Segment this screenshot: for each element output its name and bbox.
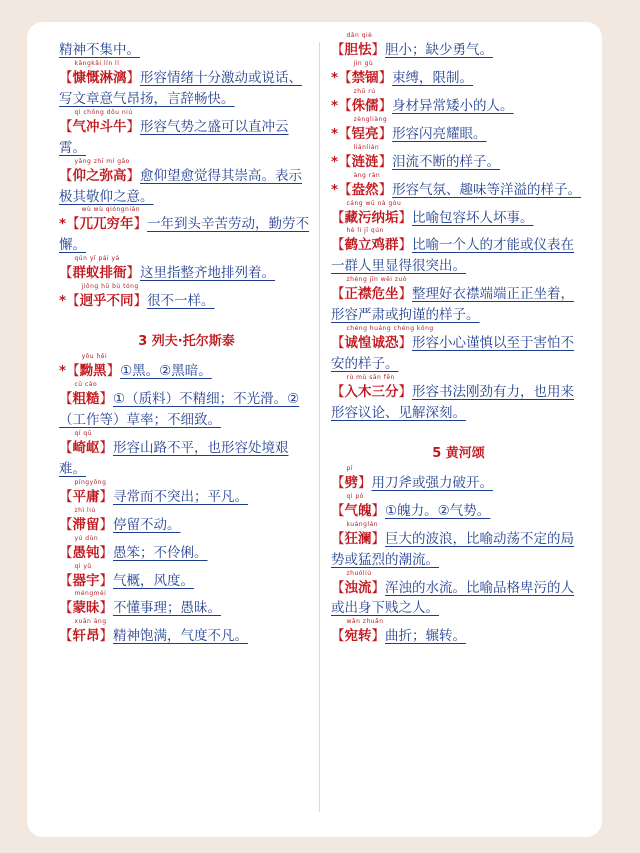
bracket-close: 】 (398, 335, 412, 352)
vocab-entry (331, 276, 586, 326)
vocab-word-text: 正襟危坐 (344, 286, 399, 303)
vocab-word-text: 侏儒 (351, 97, 379, 114)
vocab-definition: ①魄力。②气势。 (385, 502, 491, 519)
vocab-definition: 这里指整齐地排列着。 (140, 265, 275, 282)
column-divider (319, 42, 320, 812)
vocab-word-text: 狂澜 (344, 530, 372, 547)
vocab-word (351, 115, 388, 142)
star-marker: * (331, 97, 339, 114)
vocab-entry (59, 534, 314, 564)
vocab-definition: 胆小；缺少勇气。 (385, 42, 493, 58)
bracket-close: 】 (106, 363, 121, 380)
pinyin: qì pò (346, 492, 364, 500)
vocab-word-text: 涟涟 (351, 153, 379, 170)
vocab-word-text: 入木三分 (344, 383, 399, 400)
vocab-entry (331, 464, 586, 494)
pinyin: yú dùn (74, 534, 99, 542)
pinyin: cáng wū nà gòu (346, 199, 402, 207)
pinyin: zèngliàng (353, 115, 388, 123)
pinyin: àng rán (353, 171, 381, 179)
vocab-entry (59, 157, 314, 208)
vocab-word-text: 气魄 (344, 502, 372, 519)
vocab-word-text: 崎岖 (72, 439, 100, 456)
bracket-open: 【 (331, 628, 345, 645)
vocab-word-text: 劈 (344, 474, 358, 491)
bracket-open: 【 (59, 167, 73, 184)
bracket-close: 】 (99, 439, 113, 456)
bracket-open: 【 (338, 69, 352, 86)
bracket-open: 【 (59, 391, 73, 408)
vocab-word (72, 108, 133, 135)
bracket-open: 【 (331, 286, 345, 303)
bracket-open: 【 (59, 69, 73, 86)
vocab-definition: 用刀斧或强力破开。 (371, 474, 493, 491)
vocab-word (344, 199, 402, 226)
vocab-entry (331, 171, 586, 201)
bracket-close: 】 (371, 502, 385, 519)
section-title-3: 3 列夫·托尔斯泰 (138, 334, 235, 350)
vocab-definition: 形容书法刚劲有力，也用来形容议论、见解深刻。 (331, 383, 574, 421)
vocab-word-text: 盎然 (351, 181, 379, 198)
vocab-entry (59, 206, 314, 256)
section-title-5: 5 黄河颂 (432, 445, 485, 461)
vocab-definition: 愈仰望愈觉得其崇高。表示极其敬仰之意。 (59, 167, 302, 205)
bracket-close: 】 (398, 286, 412, 303)
bracket-open: 【 (59, 544, 73, 561)
bracket-close: 】 (371, 579, 385, 596)
pinyin: kuánglán (346, 520, 379, 528)
vocab-word-text: 迥乎不同 (79, 293, 134, 310)
bracket-open: 【 (59, 572, 73, 589)
bracket-open: 【 (331, 42, 345, 58)
vocab-word-text: 锃亮 (351, 125, 379, 142)
vocab-word (344, 32, 373, 58)
bracket-close: 】 (378, 153, 393, 170)
bracket-open: 【 (59, 600, 73, 617)
vocab-definition: 比喻一个人的才能或仪表在一群人里显得很突出。 (331, 237, 574, 275)
vocab-entry (59, 478, 314, 508)
star-marker: * (59, 293, 67, 310)
pinyin: xuān áng (74, 618, 107, 626)
vocab-entry (59, 255, 314, 284)
left-entries-b (59, 353, 314, 647)
vocab-definition: 形容情绪十分激动或说话、写文章意气昂扬，言辞畅快。 (59, 69, 302, 107)
right-entries-a (331, 32, 586, 424)
vocab-entry (59, 59, 314, 110)
vocab-word (351, 143, 380, 170)
vocab-word (79, 206, 141, 233)
star-marker: * (59, 363, 67, 380)
star-marker: * (331, 125, 339, 142)
bracket-close: 】 (371, 42, 385, 58)
vocab-entry (331, 32, 586, 61)
vocab-word (72, 59, 127, 86)
bracket-close: 】 (99, 572, 113, 589)
vocab-word (351, 171, 381, 198)
bracket-open: 【 (331, 237, 345, 254)
vocab-definition: 不懂事理；愚昧。 (113, 600, 221, 617)
vocab-entry (59, 381, 314, 431)
bracket-close: 】 (378, 69, 393, 86)
bracket-open: 【 (59, 439, 73, 456)
pinyin: píngyōng (74, 478, 107, 486)
vocab-definition: 曲折；辗转。 (385, 628, 466, 645)
bracket-close: 】 (398, 209, 412, 226)
right-column (331, 32, 586, 654)
vocab-word-text: 鹤立鸡群 (344, 237, 399, 254)
bracket-close: 】 (133, 293, 148, 310)
bracket-close: 】 (99, 516, 113, 533)
vocab-definition: 形容闪亮耀眼。 (392, 125, 487, 142)
pinyin: zhì liú (74, 506, 96, 514)
bracket-close: 】 (378, 97, 393, 114)
left-column (59, 40, 314, 654)
bracket-close: 】 (126, 167, 140, 184)
vocab-definition: ①黑。②黑暗。 (120, 363, 212, 380)
vocab-word (344, 373, 399, 400)
vocab-word (72, 534, 100, 561)
bracket-open: 【 (59, 628, 73, 645)
pinyin: qí qū (74, 429, 92, 437)
vocab-entry (331, 115, 586, 145)
bracket-close: 】 (99, 600, 113, 617)
vocab-entry (331, 618, 586, 647)
vocab-word-text: 胆怯 (344, 42, 372, 58)
vocab-entry (331, 227, 586, 277)
vocab-word-text: 轩昂 (72, 628, 100, 645)
pinyin: chéng huáng chéng kǒng (346, 325, 434, 333)
vocab-entry (331, 87, 586, 117)
vocab-word-text: 滞留 (72, 516, 100, 533)
bracket-open: 【 (59, 516, 73, 533)
bracket-open: 【 (66, 216, 80, 233)
vocab-word-text: 平庸 (72, 488, 100, 505)
vocab-word (351, 59, 379, 86)
bracket-close: 】 (133, 216, 148, 233)
vocab-word (344, 618, 384, 645)
bracket-close: 】 (99, 391, 113, 408)
bracket-open: 【 (338, 125, 352, 142)
bracket-close: 】 (398, 383, 412, 400)
pinyin: wù wù qióngnián (81, 206, 141, 214)
vocab-word (344, 520, 379, 547)
bracket-close: 】 (99, 488, 113, 505)
vocab-word-text: 气冲斗牛 (72, 118, 127, 135)
vocab-word-text: 器宇 (72, 572, 100, 589)
bracket-open: 【 (331, 335, 345, 352)
vocab-definition: 停留不动。 (113, 516, 181, 533)
vocab-entry (331, 373, 586, 424)
bracket-open: 【 (331, 474, 345, 491)
document-page (27, 22, 602, 837)
vocab-definition: 束缚，限制。 (392, 69, 474, 86)
vocab-word-text: 蒙昧 (72, 600, 100, 617)
vocab-word-text: 仰之弥高 (72, 167, 127, 184)
vocab-entry (331, 325, 586, 375)
pinyin: dǎn qiè (346, 32, 373, 39)
bracket-open: 【 (59, 265, 73, 282)
vocab-word-text: 诚惶诚恐 (344, 335, 399, 352)
pinyin: yǒu hēi (81, 353, 108, 361)
vocab-entry (331, 59, 586, 89)
bracket-close: 】 (371, 628, 385, 645)
vocab-definition: 形容山路不平，也形容处境艰难。 (59, 439, 289, 477)
vocab-word (72, 157, 130, 184)
bracket-close: 】 (358, 474, 372, 491)
pinyin: cū cāo (74, 381, 98, 389)
bracket-close: 】 (371, 530, 385, 547)
vocab-entry (59, 353, 314, 382)
vocab-word (344, 227, 399, 254)
star-marker: * (331, 153, 339, 170)
pinyin: zhū rú (353, 87, 376, 95)
pinyin: yǎng zhī mí gāo (74, 157, 130, 165)
vocab-word (344, 569, 372, 596)
vocab-word (344, 464, 359, 491)
star-marker: * (331, 181, 339, 198)
pinyin: hè lì jī qún (346, 227, 384, 235)
vocab-word (351, 87, 379, 114)
vocab-word-text: 藏污纳垢 (344, 209, 399, 226)
vocab-definition: 比喻包容坏人坏事。 (412, 209, 534, 226)
vocab-definition: 巨大的波浪，比喻动荡不定的局势或猛烈的潮流。 (331, 530, 574, 568)
bracket-open: 【 (331, 530, 345, 547)
star-marker: * (331, 69, 339, 86)
vocab-word-text: 群蚁排衙 (72, 265, 127, 282)
bracket-close: 】 (99, 544, 113, 561)
bracket-close: 】 (126, 118, 140, 135)
vocab-definition: 形容气氛、趣味等洋溢的样子。 (392, 181, 582, 198)
left-entries-a (59, 59, 314, 312)
vocab-word (72, 429, 100, 456)
vocab-word-text: 愚钝 (72, 544, 100, 561)
vocab-word (72, 562, 100, 589)
vocab-entry (59, 506, 314, 536)
pinyin: zhuóliú (346, 569, 372, 577)
vocab-word (344, 492, 372, 519)
bracket-close: 】 (378, 181, 393, 198)
pinyin: rù mù sān fēn (346, 373, 395, 381)
pinyin: wǎn zhuǎn (346, 618, 384, 626)
vocab-word (72, 255, 127, 282)
bracket-open: 【 (338, 181, 352, 198)
vocab-word (344, 325, 434, 352)
vocab-entry (59, 590, 314, 619)
vocab-entry (59, 108, 314, 159)
bracket-open: 【 (66, 363, 80, 380)
vocab-definition: 身材异常矮小的人。 (392, 97, 514, 114)
pinyin: qì yǔ (74, 562, 92, 570)
bracket-open: 【 (338, 153, 352, 170)
continuation-text: 精神不集中。 (59, 42, 140, 58)
vocab-entry (331, 199, 586, 229)
vocab-word-text: 慷慨淋漓 (72, 69, 127, 86)
pinyin: zhèng jīn wēi zuò (346, 276, 408, 284)
vocab-word (72, 506, 100, 533)
vocab-entry (59, 562, 314, 592)
vocab-word-text: 宛转 (344, 628, 372, 645)
vocab-definition: 形容小心谨慎以至于害怕不安的样子。 (331, 335, 574, 373)
vocab-word (72, 478, 107, 505)
vocab-word-text: 粗糙 (72, 391, 100, 408)
vocab-definition: 一年到头辛苦劳动，勤劳不懈。 (59, 216, 310, 254)
pinyin: jìn gù (353, 59, 374, 67)
vocab-word-text: 兀兀穷年 (79, 216, 134, 233)
vocab-definition: 很不一样。 (147, 293, 215, 310)
bracket-open: 【 (59, 488, 73, 505)
vocab-definition: 愚笨；不伶俐。 (113, 544, 208, 561)
vocab-word-text: 黝黑 (79, 363, 107, 380)
vocab-word (79, 283, 139, 310)
right-entries-b (331, 464, 586, 647)
vocab-definition: 气概，风度。 (113, 572, 194, 589)
bracket-open: 【 (66, 293, 80, 310)
bracket-close: 】 (378, 125, 393, 142)
bracket-open: 【 (331, 502, 345, 519)
vocab-entry (331, 492, 586, 522)
pinyin: jiǒng hū bù tóng (81, 283, 139, 291)
vocab-entry (331, 143, 586, 173)
bracket-open: 【 (338, 97, 352, 114)
vocab-definition: 浑浊的水流。比喻品格卑污的人或出身下贱之人。 (331, 579, 574, 617)
pinyin: liánlián (353, 143, 380, 151)
vocab-entry (331, 569, 586, 620)
pinyin: méngmèi (74, 590, 107, 598)
pinyin: qì chōng dǒu niú (74, 108, 133, 116)
vocab-word (72, 590, 107, 617)
bracket-open: 【 (331, 383, 345, 400)
vocab-definition: 形容气势之盛可以直冲云霄。 (59, 118, 289, 156)
vocab-word (344, 276, 408, 303)
vocab-definition: 精神饱满，气度不凡。 (113, 628, 248, 645)
vocab-definition: ①（质料）不精细；不光滑。②（工作等）草率；不细致。 (59, 391, 300, 428)
vocab-definition: 寻常而不突出；平凡。 (113, 488, 248, 505)
vocab-entry (59, 429, 314, 480)
vocab-entry (59, 283, 314, 312)
bracket-close: 】 (99, 628, 113, 645)
pinyin: qún yǐ pái yá (74, 255, 120, 263)
vocab-definition: 泪流不断的样子。 (392, 153, 501, 170)
bracket-close: 】 (126, 69, 140, 86)
vocab-word (72, 618, 107, 645)
bracket-open: 【 (331, 579, 345, 596)
bracket-open: 【 (331, 209, 345, 226)
vocab-word (72, 381, 100, 408)
pinyin: kāngkǎi lín lí (74, 59, 120, 67)
vocab-word-text: 禁锢 (351, 69, 379, 86)
vocab-definition: 整理好衣襟端端正正坐着，形容严肃或拘谨的样子。 (331, 286, 574, 324)
bracket-close: 】 (398, 237, 412, 254)
pinyin: pī (346, 464, 353, 472)
bracket-close: 】 (126, 265, 140, 282)
bracket-open: 【 (59, 118, 73, 135)
star-marker: * (59, 216, 67, 233)
vocab-entry (331, 520, 586, 571)
vocab-word-text: 浊流 (344, 579, 372, 596)
vocab-word (79, 353, 108, 380)
vocab-entry (59, 618, 314, 647)
